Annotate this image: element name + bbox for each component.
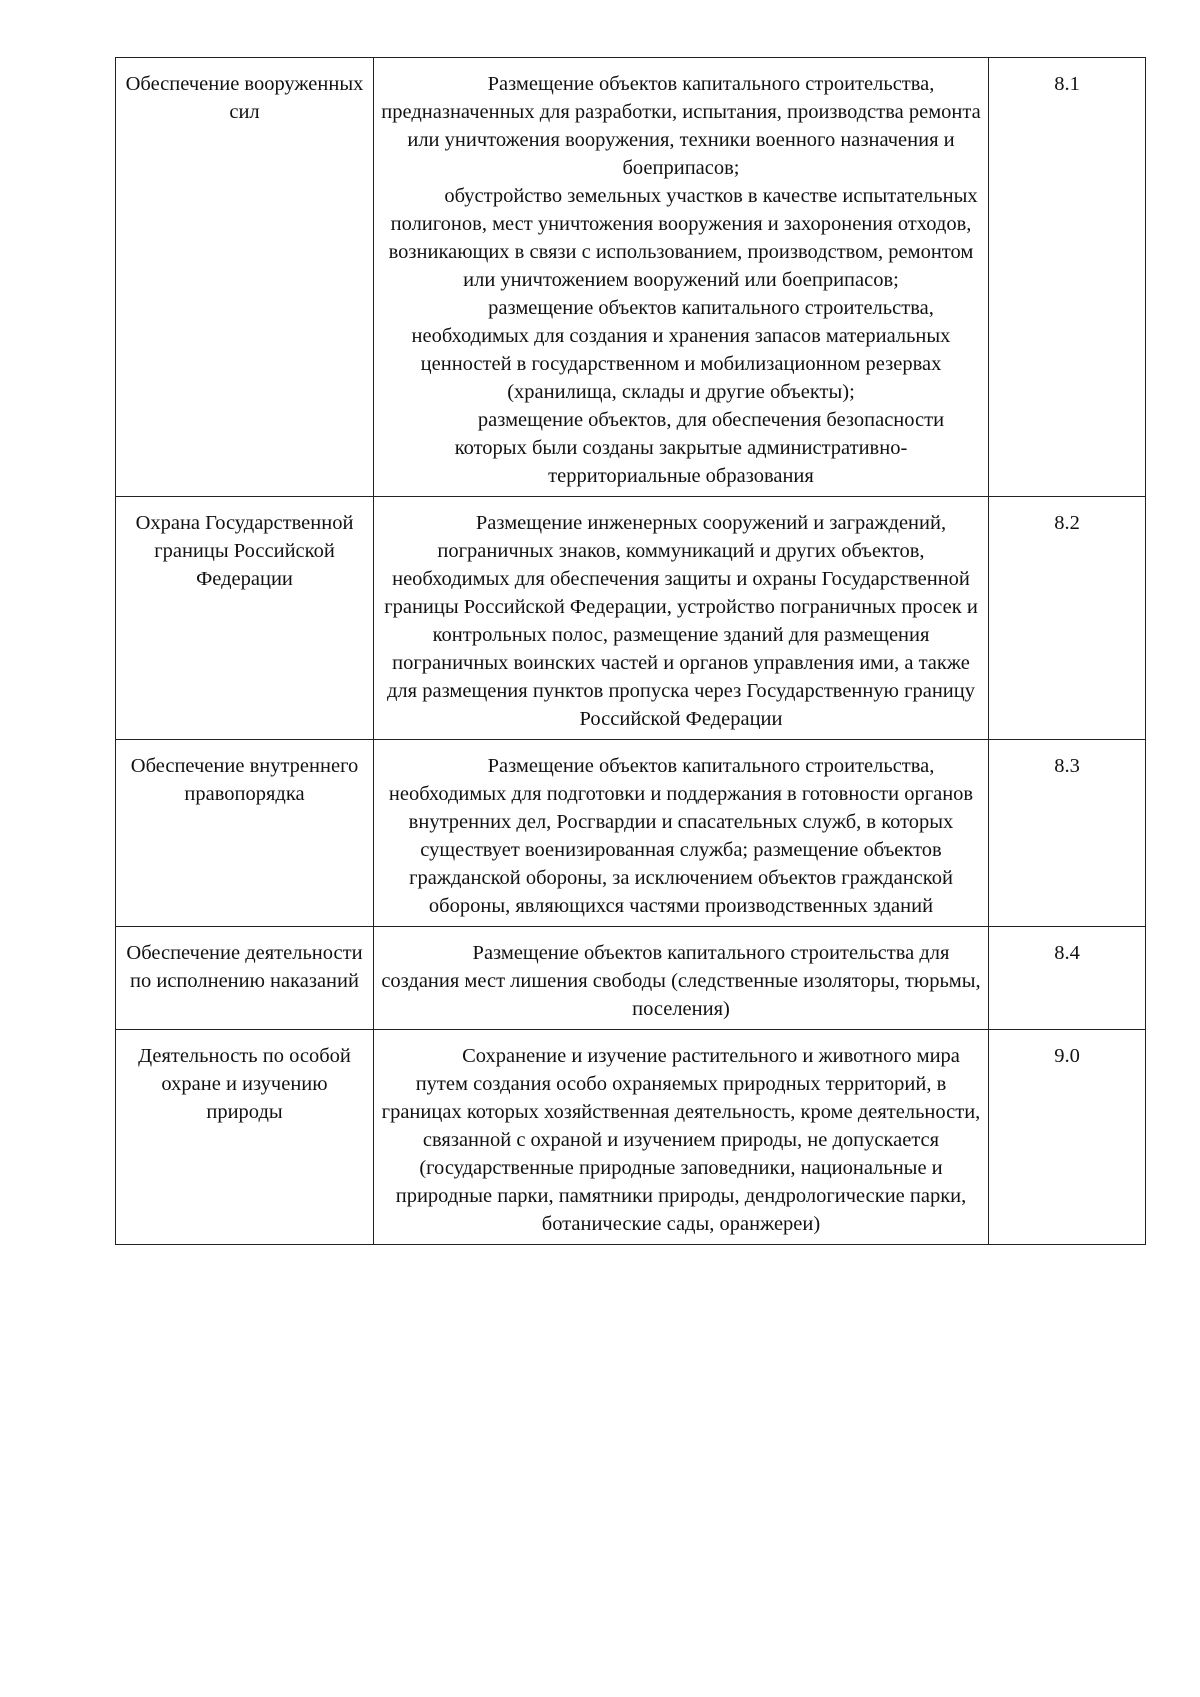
description-paragraph: Размещение объектов капитального строительства, предназначенных для разработки, испытания, производства ремонта или уничтожения вооружения, техники военного назначения и боеприпасов; xyxy=(381,73,981,179)
description-paragraph: Сохранение и изучение растительного и животного мира путем создания особо охраняемых природных территорий, в границах которых хозяйственная деятельность, кроме деятельности, связанной с охраной и изучением природы, не допускается (государственные природные заповедники, национальные и природные парки, памятники природы, дендрологические парки, ботанические сады, оранжереи) xyxy=(381,1045,981,1235)
description-paragraph: Размещение объектов капитального строительства, необходимых для подготовки и поддержания в готовности органов внутренних дел, Росгвардии и спасательных служб, в которых существует военизированная служба; размещение объектов гражданской обороны, за исключением объектов гражданской обороны, являющихся частями производственных зданий xyxy=(388,755,974,917)
use-description-cell xyxy=(374,497,989,740)
use-code-cell: 8.3 xyxy=(989,740,1146,927)
use-description-cell xyxy=(374,740,989,927)
description-paragraph: размещение объектов, для обеспечения безопасности которых были созданы закрытые административно-территориальные образования xyxy=(454,409,945,487)
use-code-cell: 8.2 xyxy=(989,497,1146,740)
use-name-cell: Деятельность по особой охране и изучению природы xyxy=(116,1030,374,1245)
use-description-cell xyxy=(374,927,989,1030)
use-name-cell: Охрана Государственной границы Российской Федерации xyxy=(116,497,374,740)
description-paragraph: размещение объектов капитального строительства, необходимых для создания и хранения запасов материальных ценностей в государственном и мобилизационном резервах (хранилища, склады и другие объекты); xyxy=(411,297,951,403)
table-row xyxy=(116,1030,1146,1245)
use-name-cell: Обеспечение вооруженных сил xyxy=(116,58,374,497)
description-paragraph: обустройство земельных участков в качестве испытательных полигонов, мест уничтожения вооружения и захоронения отходов, возникающих в связи с использованием, производством, ремонтом или уничтожением вооружений или боеприпасов; xyxy=(388,185,978,291)
use-code-cell: 9.0 xyxy=(989,1030,1146,1245)
use-name-cell: Обеспечение внутреннего правопорядка xyxy=(116,740,374,927)
use-description-cell xyxy=(374,1030,989,1245)
use-name-cell: Обеспечение деятельности по исполнению наказаний xyxy=(116,927,374,1030)
use-description-cell xyxy=(374,58,989,497)
table-row xyxy=(116,740,1146,927)
use-code-cell: 8.1 xyxy=(989,58,1146,497)
table-row xyxy=(116,927,1146,1030)
description-paragraph: Размещение объектов капитального строительства для создания мест лишения свободы (следственные изоляторы, тюрьмы, поселения) xyxy=(381,942,981,1020)
table-row xyxy=(116,58,1146,497)
use-code-cell: 8.4 xyxy=(989,927,1146,1030)
land-use-table xyxy=(115,57,1146,1245)
description-paragraph: Размещение инженерных сооружений и заграждений, пограничных знаков, коммуникаций и других объектов, необходимых для обеспечения защиты и охраны Государственной границы Российской Федерации, устройство пограничных просек и контрольных полос, размещение зданий для размещения пограничных воинских частей и органов управления ими, а также для размещения пунктов пропуска через Государственную границу Российской Федерации xyxy=(384,512,978,730)
table-row xyxy=(116,497,1146,740)
